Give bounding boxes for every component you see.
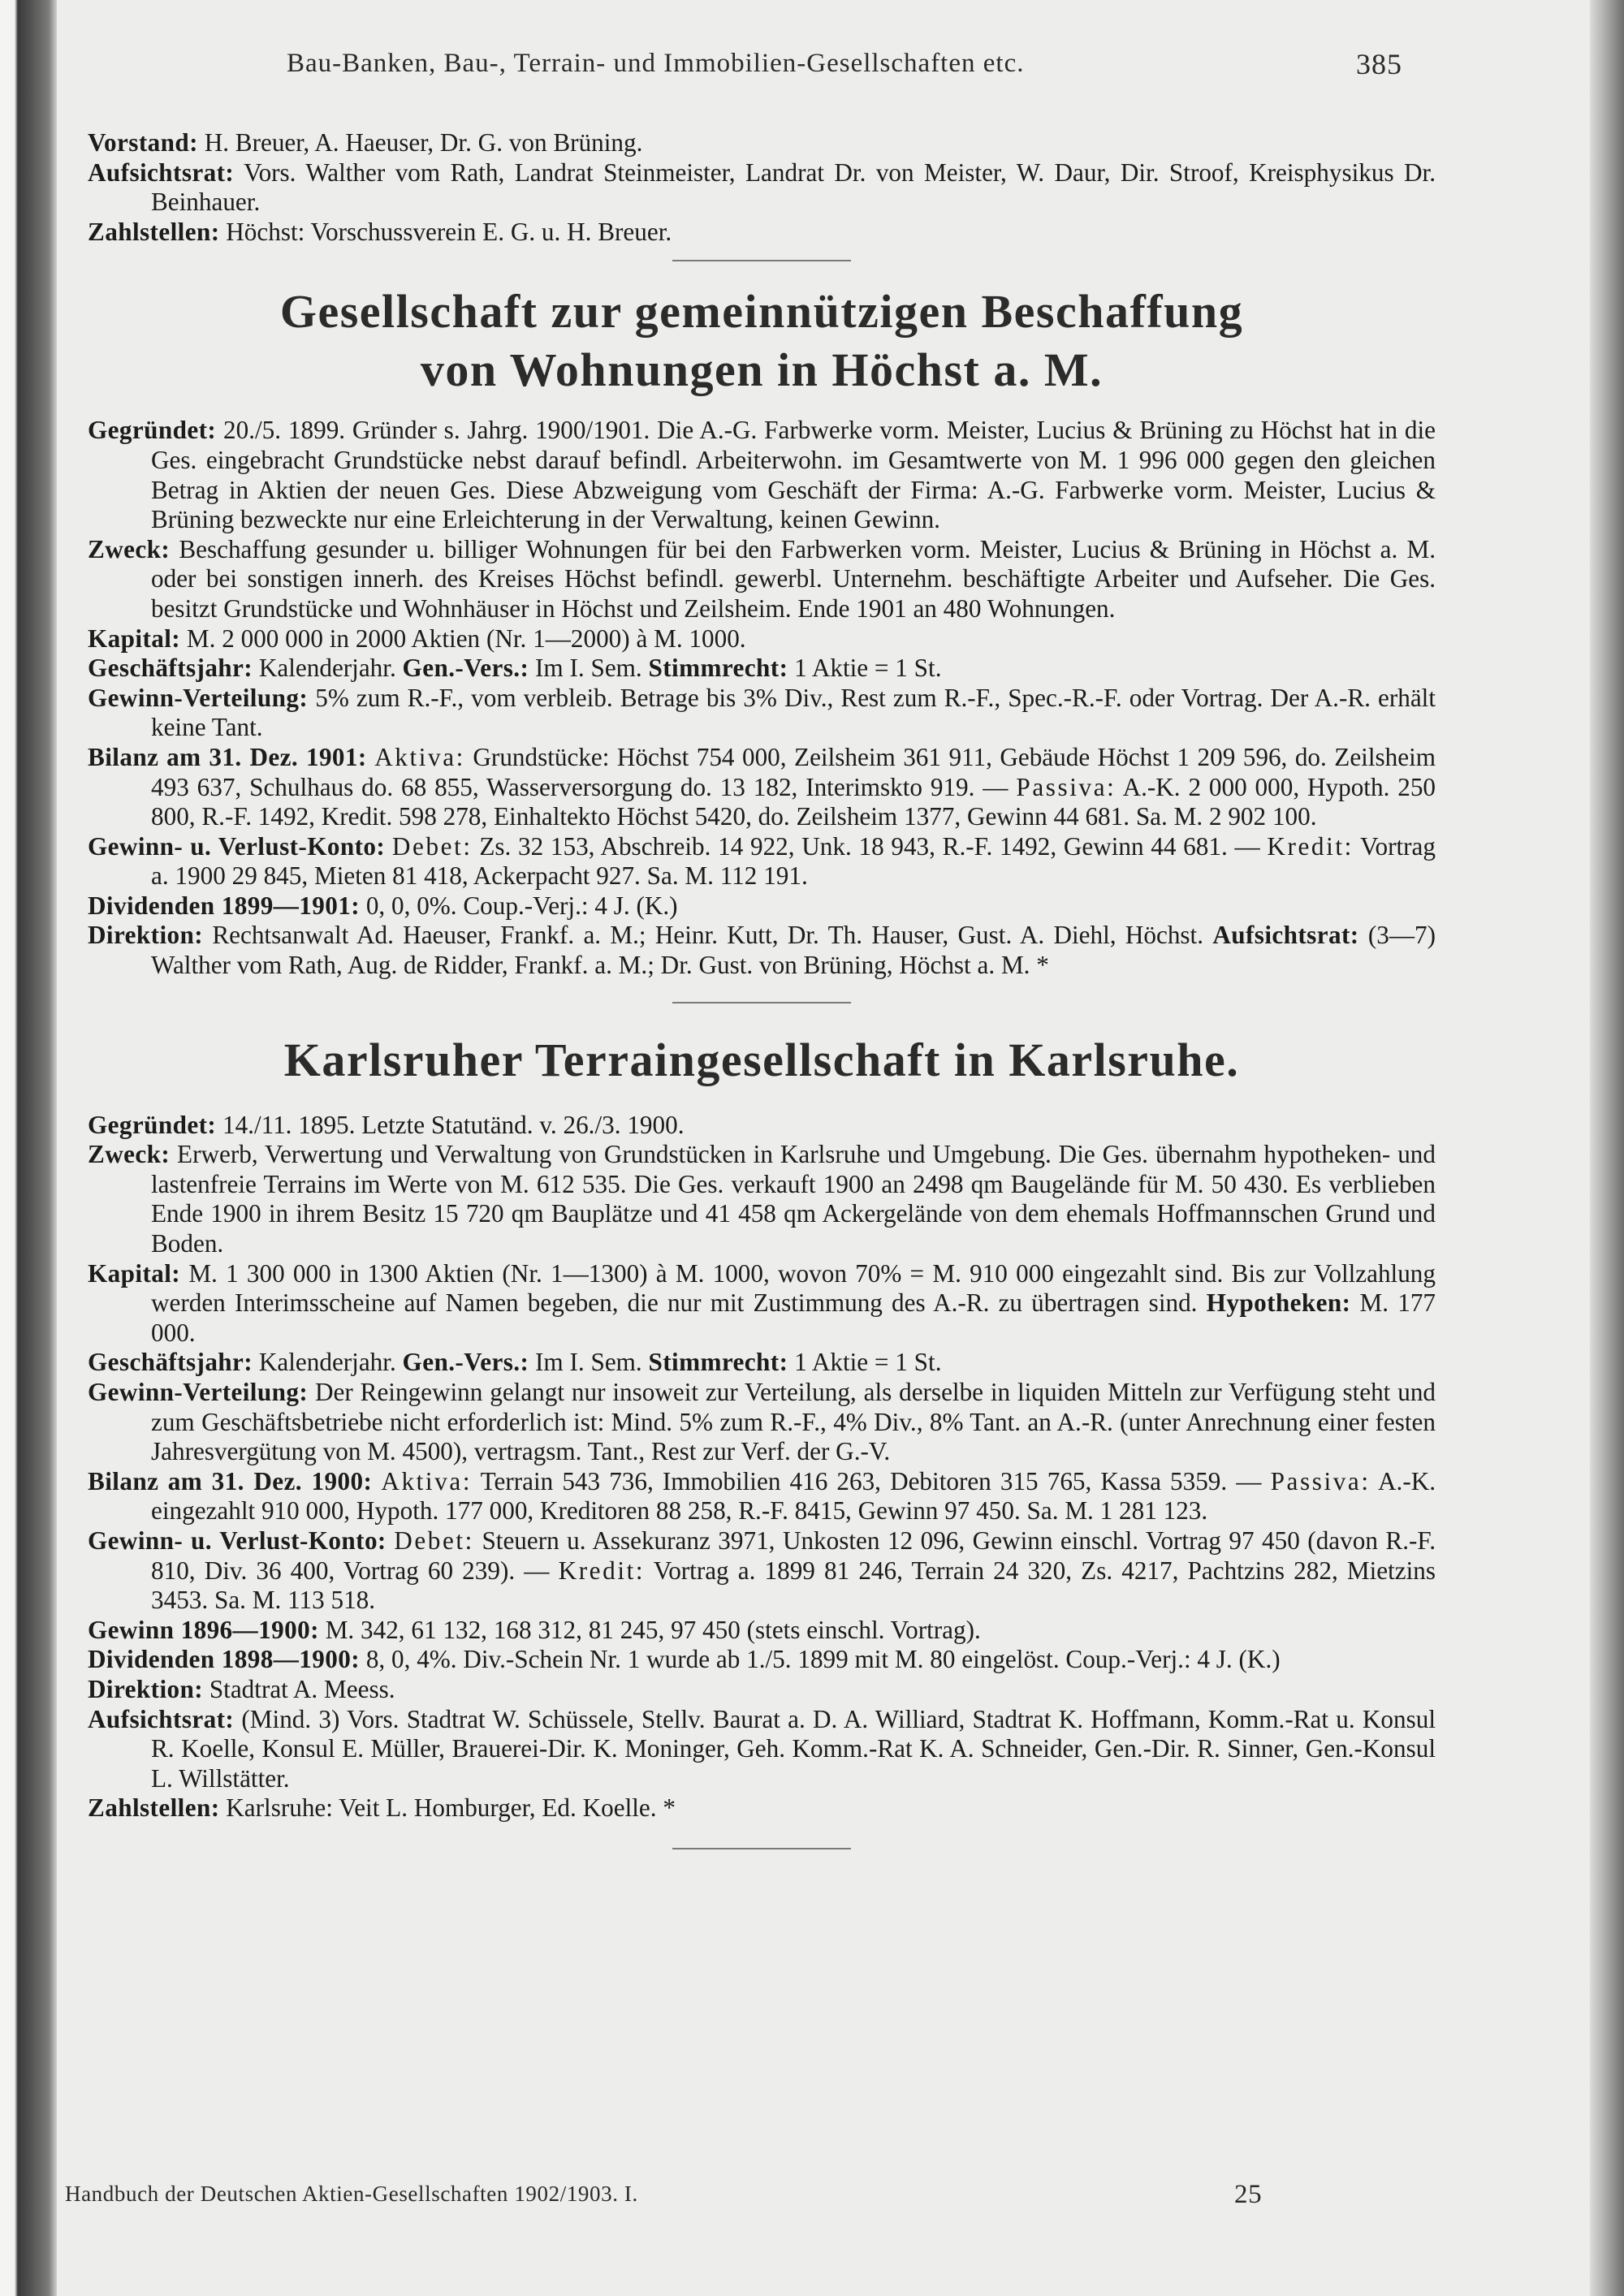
entry-title: Karlsruher Terraingesellschaft in Karlsruhe. [283, 1033, 1240, 1086]
gewinn-verteilung-field: Gewinn-Verteilung: Der Reingewinn gelangt nur insoweit zur Verteilung, als derselbe in liquiden Mitteln zur Verfügung steht und zum Geschäftsbetriebe nicht erforderlich ist: Mind. 5% zum R.-F., 4% Div., 8% Tant. an A.-R. (unter Anrechnung einer festen Jahresvergütung von M. 4500), vertragsm. Tant., Rest zur Verf. der G.-V. [88, 1378, 1436, 1466]
geschaeftsjahr-field: Geschäftsjahr: Kalenderjahr. Gen.-Vers.: Im I. Sem. Stimmrecht: 1 Aktie = 1 St. [88, 654, 942, 683]
dividenden-field: Dividenden 1898—1900: 8, 0, 4%. Div.-Schein Nr. 1 wurde ab 1./5. 1899 mit M. 80 eingelöst. Coup.-Verj.: 4 J. (K.) [88, 1645, 1281, 1674]
aufsichtsrat-field: Aufsichtsrat: (Mind. 3) Vors. Stadtrat W. Schüssele, Stellv. Baurat a. D. A. Williard, Stadtrat K. Hoffmann, Komm.-Rat u. Konsul R. Koelle, Konsul E. Müller, Brauerei-Dir. K. Moninger, Geh. Komm.-Rat K. A. Schneider, Gen.-Dir. R. Sinner, Gen.-Konsul L. Willstätter. [88, 1704, 1436, 1793]
zweck-field: Zweck: Erwerb, Verwertung und Verwaltung von Grundstücken in Karlsruhe und Umgebung. Die Ges. übernahm hypotheken- und lastenfreie Terrains im Werte von M. 612 535. Die Ges. verkauft 1900 an 2498 qm Baugelände für M. 50 430. Es verblieben Ende 1900 in ihrem Besitz 15 720 qm Bauplätze und 41 458 qm Ackergelände von dem ehemals Hoffmannschen Grund und Boden. [88, 1140, 1436, 1258]
entry-title-line-1: Gesellschaft zur gemeinnützigen Beschaffung [279, 285, 1244, 339]
gegruendet-field: Gegründet: 20./5. 1899. Gründer s. Jahrg. 1900/1901. Die A.-G. Farbwerke vorm. Meister, Lucius & Brüning zu Höchst hat in die Ges. eingebracht Grundstücke nebst darauf befindl. Arbeiterwohn. im Gesamtwerte von M. 1 996 000 gegen den gleichen Betrag in Aktien der neuen Ges. Diese Abzweigung vom Geschäft der Firma: A.-G. Farbwerke vorm. Meister, Lucius & Brüning bezweckte nur eine Erleichterung in der Verwaltung, keinen Gewinn. [88, 416, 1436, 534]
entry-karlsruher-terrain [88, 1031, 1436, 1823]
entry-hoechst-wohnungen [88, 283, 1436, 980]
page-number: 385 [1356, 48, 1402, 80]
zahlstellen-line: Zahlstellen: Höchst: Vorschussverein E. G. u. H. Breuer. [88, 217, 672, 246]
kapital-field: Kapital: M. 2 000 000 in 2000 Aktien (Nr. 1—2000) à M. 1000. [88, 624, 746, 653]
section-divider [672, 260, 851, 261]
vorstand-line: Vorstand: H. Breuer, A. Haeuser, Dr. G. von Brüning. [88, 128, 643, 157]
gewinn-verlust-field: Gewinn- u. Verlust-Konto: Debet: Zs. 32 153, Abschreib. 14 922, Unk. 18 943, R.-F. 1492, Gewinn 44 681. — Kredit: Vortrag a. 1900 29 845, Mieten 81 418, Ackerpacht 927. Sa. M. 112 191. [88, 831, 1436, 891]
gegruendet-field: Gegründet: 14./11. 1895. Letzte Statutänd. v. 26./3. 1900. [88, 1110, 685, 1139]
zahlstellen-field: Zahlstellen: Karlsruhe: Veit L. Homburger, Ed. Koelle. * [88, 1793, 676, 1823]
page-edge-shadow [1590, 0, 1624, 2296]
section-divider [672, 1002, 851, 1003]
geschaeftsjahr-field: Geschäftsjahr: Kalenderjahr. Gen.-Vers.: Im I. Sem. Stimmrecht: 1 Aktie = 1 St. [88, 1348, 942, 1377]
gewinn-verteilung-field: Gewinn-Verteilung: 5% zum R.-F., vom verbleib. Betrage bis 3% Div., Rest zum R.-F., Spec.-R.-F. oder Vortrag. Der A.-R. erhält keine Tant. [88, 683, 1436, 742]
aufsichtsrat-line: Aufsichtsrat: Vors. Walther vom Rath, Landrat Steinmeister, Landrat Dr. von Meister, W. Daur, Dir. Stroof, Kreisphysikus Dr. Beinhauer. [88, 158, 1436, 217]
previous-entry-tail [88, 128, 1436, 247]
page-footer [65, 2182, 1283, 2207]
bilanz-field: Bilanz am 31. Dez. 1901: Aktiva: Grundstücke: Höchst 754 000, Zeilsheim 361 911, Gebäude Höchst 1 209 596, do. Zeilsheim 493 637, Schulhaus do. 68 855, Wasserversorgung do. 13 182, Interimskto 919. — Passiva: A.-K. 2 000 000, Hypoth. 250 800, R.-F. 1492, Kredit. 598 278, Einhaltekto Höchst 5420, do. Zeilsheim 1377, Gewinn 44 681. Sa. M. 2 902 100. [88, 742, 1436, 831]
running-header [88, 44, 1436, 93]
running-header-title: Bau-Banken, Bau-, Terrain- und Immobilien-Gesellschaften etc. [287, 49, 1025, 78]
direktion-field: Direktion: Rechtsanwalt Ad. Haeuser, Frankf. a. M.; Heinr. Kutt, Dr. Th. Hauser, Gust. A. Diehl, Höchst. Aufsichtsrat: (3—7) Walther vom Rath, Aug. de Ridder, Frankf. a. M.; Dr. Gust. von Brüning, Höchst a. M. * [88, 921, 1436, 980]
gewinn-history-field: Gewinn 1896—1900: M. 342, 61 132, 168 312, 81 245, 97 450 (stets einschl. Vortrag). [88, 1615, 981, 1644]
kapital-field: Kapital: M. 1 300 000 in 1300 Aktien (Nr. 1—1300) à M. 1000, wovon 70% = M. 910 000 eingezahlt sind. Bis zur Vollzahlung werden Interimsscheine auf Namen begeben, die nur mit Zustimmung des A.-R. zu übertragen sind. Hypotheken: M. 177 000. [88, 1258, 1436, 1347]
bilanz-field: Bilanz am 31. Dez. 1900: Aktiva: Terrain 543 736, Immobilien 416 263, Debitoren 315 765, Kassa 5359. — Passiva: A.-K. eingezahlt 910 000, Hypoth. 177 000, Kreditoren 88 258, R.-F. 8415, Gewinn 97 450. Sa. M. 1 281 123. [88, 1466, 1436, 1526]
entry-title-line-2: von Wohnungen in Höchst a. M. [420, 343, 1104, 397]
zweck-field: Zweck: Beschaffung gesunder u. billiger Wohnungen für bei den Farbwerken vorm. Meister, Lucius & Brüning in Höchst a. M. oder bei sonstigen innerh. des Kreises Höchst befindl. gewerbl. Unternehm. beschäftigte Arbeiter und Aufseher. Die Ges. besitzt Grundstücke und Wohnhäuser in Höchst und Zeilsheim. Ende 1901 an 480 Wohnungen. [88, 534, 1436, 623]
page-body [88, 44, 1436, 1849]
footer-imprint: Handbuch der Deutschen Aktien-Gesellschaften 1902/1903. I. [65, 2182, 638, 2206]
gewinn-verlust-field: Gewinn- u. Verlust-Konto: Debet: Steuern u. Assekuranz 3971, Unkosten 12 096, Gewinn einschl. Vortrag 97 450 (davon R.-F. 810, Div. 36 400, Vortrag 60 239). — Kredit: Vortrag a. 1899 81 246, Terrain 24 320, Zs. 4217, Pachtzins 282, Mietzins 3453. Sa. M. 113 518. [88, 1526, 1436, 1615]
direktion-field: Direktion: Stadtrat A. Meess. [88, 1674, 395, 1703]
book-spine-shadow [0, 0, 57, 2296]
dividenden-field: Dividenden 1899—1901: 0, 0, 0%. Coup.-Verj.: 4 J. (K.) [88, 891, 678, 920]
signature-mark: 25 [1234, 2180, 1263, 2209]
section-divider [672, 1848, 851, 1849]
